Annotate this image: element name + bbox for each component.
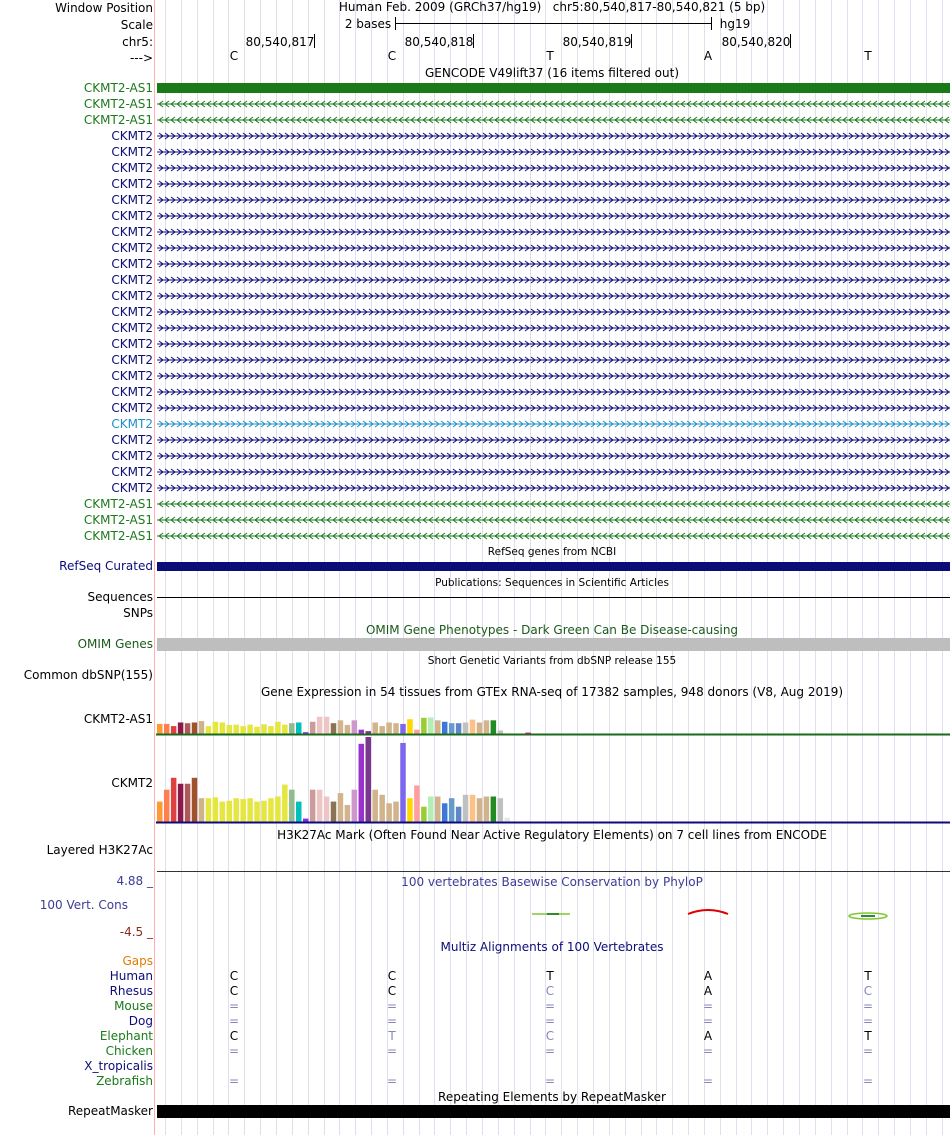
- alignment-base: =: [544, 1044, 556, 1058]
- gtex-bar[interactable]: [359, 730, 365, 734]
- gtex-bar[interactable]: [261, 801, 267, 822]
- gtex-bar[interactable]: [470, 795, 476, 822]
- gencode-transcript[interactable]: [157, 419, 950, 429]
- multiz-species-label[interactable]: Dog: [128, 1014, 153, 1028]
- gencode-transcript[interactable]: [157, 243, 950, 253]
- position-label: 80,540,819: [562, 35, 632, 49]
- gencode-gene-label[interactable]: CKMT2: [111, 465, 153, 479]
- gtex-bar[interactable]: [206, 798, 212, 822]
- gencode-transcript[interactable]: [157, 451, 950, 461]
- sequences-track-line: [157, 597, 950, 598]
- repeatmasker-bar[interactable]: [157, 1105, 950, 1118]
- gencode-transcript[interactable]: [157, 211, 950, 221]
- dbsnp-track-title[interactable]: Short Genetic Variants from dbSNP release 155: [427, 655, 677, 667]
- position-tick: [314, 34, 315, 48]
- gtex-bar[interactable]: [206, 726, 212, 734]
- gtex-bar[interactable]: [261, 724, 267, 734]
- multiz-species-label[interactable]: Mouse: [114, 999, 153, 1013]
- refseq-track-title[interactable]: RefSeq genes from NCBI: [487, 546, 617, 558]
- scale-label: Scale: [120, 18, 153, 32]
- gtex-bar[interactable]: [338, 793, 344, 822]
- base-letter: T: [546, 49, 554, 63]
- gtex-bar[interactable]: [157, 724, 163, 734]
- alignment-base: =: [228, 999, 240, 1013]
- gencode-transcript[interactable]: [157, 355, 950, 365]
- gencode-transcript[interactable]: [157, 227, 950, 237]
- gencode-track-title[interactable]: GENCODE V49lift37 (16 items filtered out): [424, 66, 680, 80]
- gtex-bar[interactable]: [324, 797, 330, 823]
- gtex-bar[interactable]: [247, 798, 253, 822]
- gencode-transcript[interactable]: [157, 435, 950, 445]
- gtex-bar[interactable]: [171, 778, 177, 822]
- gtex-bar[interactable]: [268, 798, 274, 822]
- gencode-gene-label[interactable]: CKMT2: [111, 257, 153, 271]
- gtex-bar[interactable]: [317, 717, 323, 734]
- gencode-transcript[interactable]: [157, 131, 950, 141]
- gtex-bar[interactable]: [240, 726, 246, 734]
- gtex-bar[interactable]: [296, 802, 302, 822]
- gtex-bar[interactable]: [240, 799, 246, 822]
- gencode-transcript[interactable]: [157, 387, 950, 397]
- gtex-bar[interactable]: [352, 720, 358, 734]
- gtex-bar[interactable]: [428, 717, 434, 734]
- base-letter: C: [229, 49, 239, 63]
- alignment-base: C: [229, 1029, 239, 1043]
- gencode-transcript[interactable]: [157, 147, 950, 157]
- gtex-bar[interactable]: [185, 723, 191, 734]
- h3k27ac-baseline: [157, 871, 950, 872]
- gencode-gene-label[interactable]: CKMT2: [111, 273, 153, 287]
- phylop-track-title[interactable]: 100 vertebrates Basewise Conservation by PhyloP: [401, 875, 703, 889]
- gencode-gene-label[interactable]: CKMT2: [111, 225, 153, 239]
- gencode-gene-label[interactable]: CKMT2: [111, 481, 153, 495]
- gtex-bar[interactable]: [317, 790, 323, 822]
- gtex-bar[interactable]: [345, 805, 351, 822]
- gtex-bar[interactable]: [213, 797, 219, 822]
- alignment-base: =: [702, 999, 714, 1013]
- gtex-bar[interactable]: [463, 722, 469, 734]
- gtex-bar[interactable]: [192, 722, 198, 734]
- publications-track-title[interactable]: Publications: Sequences in Scientific Articles: [435, 577, 669, 589]
- gtex-bar[interactable]: [157, 802, 163, 822]
- gencode-transcript[interactable]: [157, 483, 950, 493]
- repeatmasker-track-title[interactable]: Repeating Elements by RepeatMasker: [438, 1090, 666, 1104]
- gencode-transcript[interactable]: [157, 163, 950, 173]
- gencode-gene-label[interactable]: CKMT2: [111, 353, 153, 367]
- gencode-gene-label[interactable]: CKMT2: [111, 241, 153, 255]
- alignment-base: A: [703, 969, 713, 983]
- gencode-gene-label[interactable]: CKMT2: [111, 401, 153, 415]
- position-label: 80,540,820: [721, 35, 791, 49]
- gencode-gene-label[interactable]: CKMT2: [111, 449, 153, 463]
- position-label: 80,540,818: [404, 35, 474, 49]
- gencode-transcript[interactable]: [157, 179, 950, 189]
- gtex-bar[interactable]: [379, 795, 385, 822]
- gtex-bar[interactable]: [386, 803, 392, 822]
- gtex-bar[interactable]: [449, 723, 455, 734]
- alignment-base: =: [386, 999, 398, 1013]
- gencode-gene-label[interactable]: CKMT2-AS1: [83, 497, 153, 511]
- alignment-base: T: [864, 1029, 872, 1043]
- scale-bar-left-tick: [395, 17, 396, 30]
- gtex-bar[interactable]: [331, 802, 337, 822]
- multiz-species-label[interactable]: Elephant: [99, 1029, 153, 1043]
- gencode-gene-label[interactable]: CKMT2: [111, 209, 153, 223]
- alignment-base: A: [703, 1029, 713, 1043]
- base-letter: T: [864, 49, 872, 63]
- omim-gene-bar[interactable]: [157, 638, 950, 651]
- phylop-max-label: 4.88 _: [116, 874, 153, 888]
- gencode-gene-label[interactable]: CKMT2: [111, 385, 153, 399]
- alignment-base: T: [388, 1029, 396, 1043]
- alignment-base: T: [546, 969, 554, 983]
- gtex-bar[interactable]: [296, 722, 302, 734]
- alignment-base: =: [544, 999, 556, 1013]
- alignment-base: =: [702, 1044, 714, 1058]
- gtex-bar[interactable]: [400, 724, 406, 734]
- alignment-base: C: [545, 1029, 555, 1043]
- gtex-bar[interactable]: [192, 778, 198, 822]
- gtex-bar[interactable]: [233, 798, 239, 822]
- alignment-base: =: [862, 1074, 874, 1088]
- phylop-graph[interactable]: [157, 902, 950, 926]
- alignment-base: T: [864, 969, 872, 983]
- gencode-transcript[interactable]: [157, 403, 950, 413]
- assembly-position-text: Human Feb. 2009 (GRCh37/hg19) chr5:80,540,817-80,540,821 (5 bp): [338, 0, 766, 14]
- gencode-transcript[interactable]: [157, 99, 950, 109]
- gtex-bar[interactable]: [233, 725, 239, 734]
- gtex-bar[interactable]: [456, 807, 462, 822]
- position-tick: [473, 34, 474, 48]
- repeatmasker-track-label[interactable]: RepeatMasker: [67, 1104, 153, 1118]
- phylop-min-label: -4.5 _: [119, 925, 153, 939]
- gencode-transcript[interactable]: [157, 115, 950, 125]
- gtex-bar[interactable]: [282, 725, 288, 734]
- gtex-bar[interactable]: [289, 723, 295, 734]
- gencode-transcript[interactable]: [157, 195, 950, 205]
- gtex-bar[interactable]: [247, 725, 253, 734]
- gtex-bar[interactable]: [185, 784, 191, 822]
- gencode-transcript[interactable]: [157, 531, 950, 541]
- gtex-bar[interactable]: [254, 727, 259, 734]
- phylop-track-label[interactable]: 100 Vert. Cons: [39, 898, 128, 912]
- gencode-gene-label[interactable]: CKMT2-AS1: [83, 81, 153, 95]
- gtex-bar[interactable]: [303, 819, 309, 822]
- multiz-species-label[interactable]: Gaps: [122, 954, 153, 968]
- gencode-gene-label[interactable]: CKMT2: [111, 321, 153, 335]
- gtex-bar[interactable]: [407, 719, 413, 734]
- gtex-bar[interactable]: [372, 790, 378, 822]
- refseq-track-label[interactable]: RefSeq Curated: [59, 559, 153, 573]
- alignment-base: C: [229, 984, 239, 998]
- gtex-bar[interactable]: [199, 721, 205, 734]
- chrom-label: chr5:: [122, 35, 153, 49]
- gtex-bar[interactable]: [338, 720, 344, 734]
- multiz-species-label[interactable]: Rhesus: [109, 984, 153, 998]
- gencode-gene-label[interactable]: CKMT2-AS1: [83, 529, 153, 543]
- gtex-bar[interactable]: [421, 807, 427, 822]
- gencode-gene-label[interactable]: CKMT2: [111, 129, 153, 143]
- gtex-bar[interactable]: [199, 798, 205, 822]
- gtex-bar[interactable]: [435, 797, 441, 823]
- gtex-bar[interactable]: [275, 722, 281, 734]
- alignment-base: =: [702, 1074, 714, 1088]
- gencode-gene-label[interactable]: CKMT2: [111, 433, 153, 447]
- position-tick: [790, 34, 791, 48]
- gencode-transcript[interactable]: [157, 259, 950, 269]
- gencode-transcript[interactable]: [157, 83, 950, 93]
- gencode-gene-label[interactable]: CKMT2: [111, 417, 153, 431]
- scale-bar-right-tick: [711, 17, 712, 30]
- gtex-bar[interactable]: [310, 790, 316, 822]
- multiz-species-label[interactable]: Chicken: [105, 1044, 153, 1058]
- gtex-bar[interactable]: [491, 720, 497, 734]
- gencode-gene-label[interactable]: CKMT2: [111, 193, 153, 207]
- gtex-bar[interactable]: [379, 726, 385, 734]
- gtex-bar[interactable]: [463, 795, 469, 822]
- gencode-gene-label[interactable]: CKMT2: [111, 337, 153, 351]
- gtex-bar[interactable]: [386, 722, 392, 734]
- snps-track-label[interactable]: SNPs: [123, 606, 153, 620]
- multiz-track-title[interactable]: Multiz Alignments of 100 Vertebrates: [440, 940, 664, 954]
- gtex-bar[interactable]: [366, 737, 372, 822]
- gtex-bar[interactable]: [178, 722, 184, 734]
- gtex-bar[interactable]: [220, 722, 226, 734]
- gtex-row-label[interactable]: CKMT2-AS1: [83, 712, 153, 726]
- gtex-bar[interactable]: [372, 722, 378, 734]
- gtex-bar[interactable]: [275, 797, 281, 823]
- gtex-bar[interactable]: [220, 802, 226, 822]
- alignment-base: =: [228, 1014, 240, 1028]
- gtex-bar[interactable]: [178, 784, 184, 822]
- gtex-bar[interactable]: [268, 726, 274, 734]
- multiz-species-label[interactable]: X_tropicalis: [84, 1059, 153, 1073]
- base-letter: C: [387, 49, 397, 63]
- label-separator: [154, 0, 155, 1135]
- alignment-base: =: [228, 1044, 240, 1058]
- gencode-gene-label[interactable]: CKMT2: [111, 305, 153, 319]
- gtex-bar[interactable]: [470, 720, 476, 734]
- gencode-transcript[interactable]: [157, 291, 950, 301]
- gencode-gene-label[interactable]: CKMT2: [111, 289, 153, 303]
- position-tick: [631, 34, 632, 48]
- omim-track-label[interactable]: OMIM Genes: [77, 637, 153, 651]
- alignment-base: =: [702, 1014, 714, 1028]
- gencode-transcript[interactable]: [157, 323, 950, 333]
- gencode-transcript[interactable]: [157, 339, 950, 349]
- alignment-base: C: [387, 969, 397, 983]
- gencode-transcript[interactable]: [157, 371, 950, 381]
- gtex-bar[interactable]: [254, 802, 259, 822]
- gtex-bar[interactable]: [400, 743, 406, 822]
- gencode-gene-label[interactable]: CKMT2-AS1: [83, 97, 153, 111]
- gtex-track-title[interactable]: Gene Expression in 54 tissues from GTEx RNA-seq of 17382 samples, 948 donors (V8, Aug 2019): [260, 685, 844, 699]
- scale-bar-label: 2 bases: [344, 17, 392, 31]
- gencode-gene-label[interactable]: CKMT2-AS1: [83, 513, 153, 527]
- alignment-base: =: [862, 1014, 874, 1028]
- gtex-bar[interactable]: [498, 730, 504, 734]
- gencode-transcript[interactable]: [157, 275, 950, 285]
- gtex-bar[interactable]: [407, 798, 413, 822]
- gtex-bar-chart[interactable]: [156, 698, 950, 826]
- gtex-bar[interactable]: [456, 723, 462, 734]
- alignment-base: =: [544, 1074, 556, 1088]
- gtex-bar[interactable]: [442, 722, 448, 734]
- gtex-bar[interactable]: [282, 785, 288, 822]
- gtex-bar[interactable]: [442, 803, 448, 822]
- gtex-row-label[interactable]: CKMT2: [111, 776, 153, 790]
- db-label: hg19: [719, 17, 751, 31]
- gtex-bar[interactable]: [213, 722, 219, 734]
- gtex-bar[interactable]: [164, 790, 170, 822]
- scale-bar: [395, 23, 712, 24]
- phylop-mark: [849, 913, 887, 919]
- position-label: 80,540,817: [245, 35, 315, 49]
- alignment-base: =: [386, 1074, 398, 1088]
- gtex-bar[interactable]: [414, 730, 420, 734]
- gencode-transcript[interactable]: [157, 467, 950, 477]
- gtex-bar[interactable]: [393, 802, 399, 822]
- gtex-bar[interactable]: [505, 818, 511, 822]
- alignment-base: C: [387, 984, 397, 998]
- base-letter: A: [703, 49, 713, 63]
- alignment-base: =: [228, 1074, 240, 1088]
- alignment-base: =: [862, 999, 874, 1013]
- alignment-base: C: [229, 969, 239, 983]
- refseq-gene-bar[interactable]: [157, 562, 950, 571]
- alignment-base: =: [386, 1044, 398, 1058]
- gtex-bar[interactable]: [227, 801, 233, 822]
- window-position-label: Window Position: [55, 1, 153, 15]
- alignment-base: A: [703, 984, 713, 998]
- gtex-bar[interactable]: [171, 726, 177, 734]
- gencode-gene-label[interactable]: CKMT2: [111, 145, 153, 159]
- alignment-base: =: [544, 1014, 556, 1028]
- gencode-transcript[interactable]: [157, 515, 950, 525]
- gtex-bar[interactable]: [449, 798, 455, 822]
- alignment-base: =: [386, 1014, 398, 1028]
- multiz-species-label[interactable]: Human: [109, 969, 153, 983]
- gencode-gene-label[interactable]: CKMT2: [111, 369, 153, 383]
- phylop-mark: [688, 910, 728, 914]
- gtex-bar[interactable]: [428, 797, 434, 823]
- gtex-bar[interactable]: [477, 722, 483, 734]
- gencode-gene-label[interactable]: CKMT2-AS1: [83, 113, 153, 127]
- gtex-bar[interactable]: [393, 723, 399, 734]
- gtex-bar[interactable]: [164, 724, 170, 734]
- dbsnp-track-label[interactable]: Common dbSNP(155): [23, 668, 153, 682]
- h3k27ac-track-label[interactable]: Layered H3K27Ac: [46, 843, 153, 857]
- gtex-bar[interactable]: [227, 725, 233, 734]
- gencode-gene-label[interactable]: CKMT2: [111, 161, 153, 175]
- gtex-bar[interactable]: [491, 797, 497, 823]
- gencode-transcript[interactable]: [157, 499, 950, 509]
- multiz-species-label[interactable]: Zebrafish: [96, 1074, 153, 1088]
- alignment-base: =: [862, 1044, 874, 1058]
- gtex-bar[interactable]: [477, 798, 483, 822]
- alignment-base: C: [863, 984, 873, 998]
- gtex-bar[interactable]: [414, 785, 420, 822]
- gtex-bar[interactable]: [498, 798, 504, 822]
- sequences-track-label[interactable]: Sequences: [87, 590, 153, 604]
- h3k27ac-track-title[interactable]: H3K27Ac Mark (Often Found Near Active Regulatory Elements) on 7 cell lines from ENCODE: [277, 828, 827, 842]
- gtex-bar[interactable]: [289, 790, 295, 822]
- strand-label: --->: [129, 51, 153, 65]
- gtex-bar[interactable]: [310, 722, 316, 734]
- alignment-base: C: [545, 984, 555, 998]
- gtex-bar[interactable]: [331, 723, 337, 734]
- gtex-bar[interactable]: [484, 797, 490, 823]
- gtex-bar[interactable]: [435, 720, 441, 734]
- gtex-bar[interactable]: [359, 744, 365, 822]
- gtex-bar[interactable]: [484, 720, 490, 734]
- gencode-gene-label[interactable]: CKMT2: [111, 177, 153, 191]
- gtex-bar[interactable]: [352, 790, 358, 822]
- gencode-transcript[interactable]: [157, 307, 950, 317]
- omim-track-title[interactable]: OMIM Gene Phenotypes - Dark Green Can Be Disease-causing: [365, 623, 739, 637]
- gtex-bar[interactable]: [421, 718, 427, 734]
- gtex-bar[interactable]: [345, 725, 351, 734]
- gtex-bar[interactable]: [324, 717, 330, 734]
